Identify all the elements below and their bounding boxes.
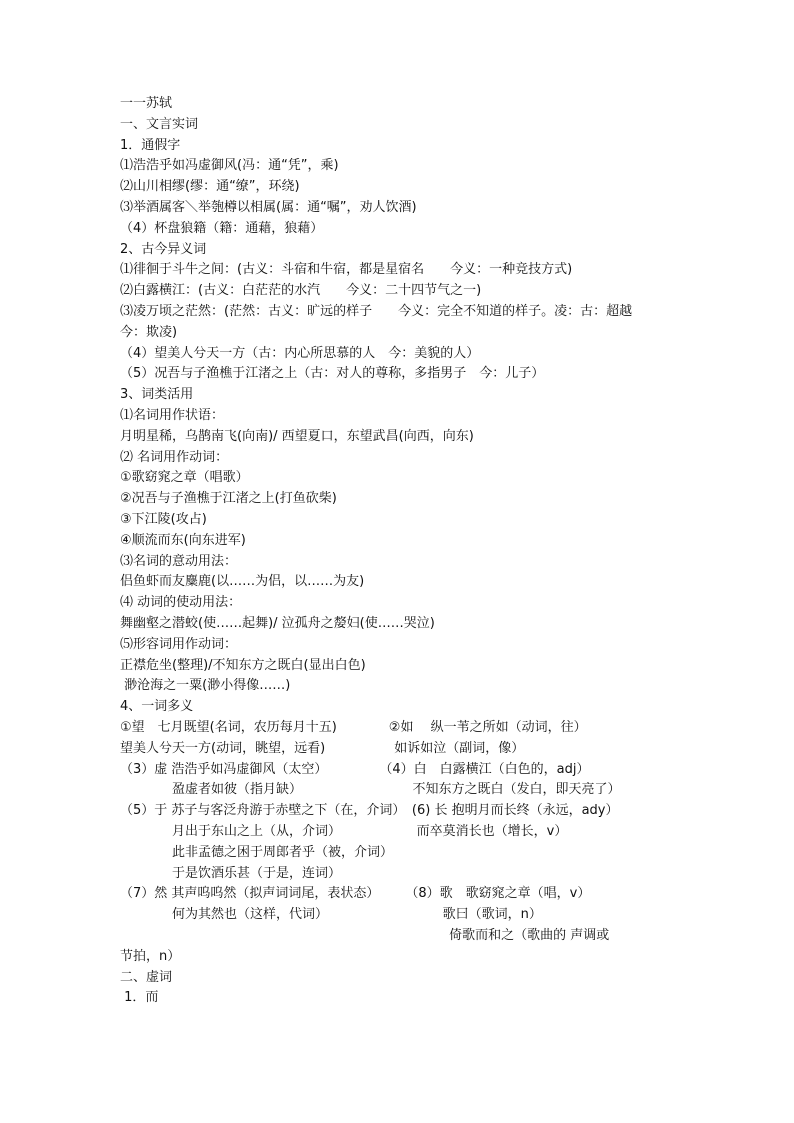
text-line: 节拍，n） xyxy=(120,949,181,964)
text-line: 倚歌而和之（歌曲的 声调或 xyxy=(120,928,610,943)
text-line: ⑵ 名词用作动词： xyxy=(120,450,229,465)
text-line: ⑵山川相缪(缪：通“缭”，环绕) xyxy=(120,179,300,194)
text-line: ⑵白露横江：(古义：白茫茫的水汽 今义：二十四节气之一) xyxy=(120,283,482,298)
subsection-heading: 2、古今异义词 xyxy=(120,242,207,257)
text-line: （4）杯盘狼籍（籍：通藉，狼藉） xyxy=(120,221,324,236)
text-line: ⑶举酒属客＼举匏樽以相属(属：通“嘱”，劝人饮酒) xyxy=(120,200,417,215)
text-line: 渺沧海之一粟(渺小得像……) xyxy=(120,678,291,693)
text-line: 月出于东山之上（从，介词） 而卒莫消长也（增长，v） xyxy=(120,824,568,839)
section-heading: 一、文言实词 xyxy=(120,117,199,132)
text-line: ⑶凌万顷之茫然：(茫然：古义：旷远的样子 今义：完全不知道的样子。凌：古：超越 xyxy=(120,304,633,319)
text-line: 今：欺凌) xyxy=(120,325,178,340)
text-line: 侣鱼虾而友麋鹿(以……为侣，以……为友) xyxy=(120,574,365,589)
text-line: ⑴名词用作状语： xyxy=(120,408,225,423)
subsection-heading: 1．而 xyxy=(120,990,159,1005)
text-line: ①歌窈窕之章（唱歌） xyxy=(120,470,249,485)
text-line: ①望 七月既望(名词，农历每月十五) ②如 纵一苇之所如（动词，往） xyxy=(120,720,587,735)
text-line: ④顺流而东(向东进军) xyxy=(120,533,246,548)
subsection-heading: 4、一词多义 xyxy=(120,699,194,714)
text-line: ③下江陵(攻占) xyxy=(120,512,207,527)
text-line: 月明星稀，乌鹊南飞(向南)/ 西望夏口，东望武昌(向西，向东) xyxy=(120,429,474,444)
text-line: ⑶名词的意动用法： xyxy=(120,554,238,569)
text-line: ⑴浩浩乎如冯虚御风(冯：通“凭”，乘) xyxy=(120,158,339,173)
text-line: （5）况吾与子渔樵于江渚之上（古：对人的尊称，多指男子 今：儿子） xyxy=(120,366,545,381)
text-line: （5）于 苏子与客泛舟游于赤壁之下（在，介词） (6) 长 抱明月而长终（永远，ady） xyxy=(120,803,619,818)
text-line: 舞幽壑之潜蛟(使……起舞)/ 泣孤舟之嫠妇(使……哭泣) xyxy=(120,616,435,631)
text-line: ⑴徘徊于斗牛之间：(古义：斗宿和牛宿，都是星宿名 今义：一种竞技方式) xyxy=(120,262,573,277)
text-line: （7）然 其声呜呜然（拟声词词尾，表状态） （8）歌 歌窈窕之章（唱，v） xyxy=(120,886,591,901)
text-line: ②况吾与子渔樵于江渚之上(打鱼砍柴) xyxy=(120,491,337,506)
text-line: ⑸形容词用作动词： xyxy=(120,637,238,652)
section-heading: 二、虚词 xyxy=(120,970,173,985)
text-line: 盈虚者如彼（指月缺） 不知东方之既白（发白，即天亮了） xyxy=(120,782,621,797)
text-line: 此非孟德之困于周郎者乎（被，介词） xyxy=(120,845,394,860)
subsection-heading: 3、词类活用 xyxy=(120,387,194,402)
subsection-heading: 1．通假字 xyxy=(120,138,181,153)
text-line: 望美人兮天一方(动词，眺望，远看) 如诉如泣（副词，像） xyxy=(120,741,525,756)
text-line: 正襟危坐(整理)/不知东方之既白(显出白色) xyxy=(120,658,366,673)
text-line: ⑷ 动词的使动用法： xyxy=(120,595,242,610)
text-line: （4）望美人兮天一方（古：内心所思慕的人 今：美貌的人） xyxy=(120,346,480,361)
heading-author: 一一苏轼 xyxy=(120,96,173,111)
text-line: 何为其然也（这样，代词） 歌曰（歌词，n） xyxy=(120,907,542,922)
text-line: （3）虚 浩浩乎如冯虚御风（太空） （4）白 白露横江（白色的，adj） xyxy=(120,762,590,777)
text-line: 于是饮酒乐甚（于是，连词） xyxy=(120,866,342,881)
